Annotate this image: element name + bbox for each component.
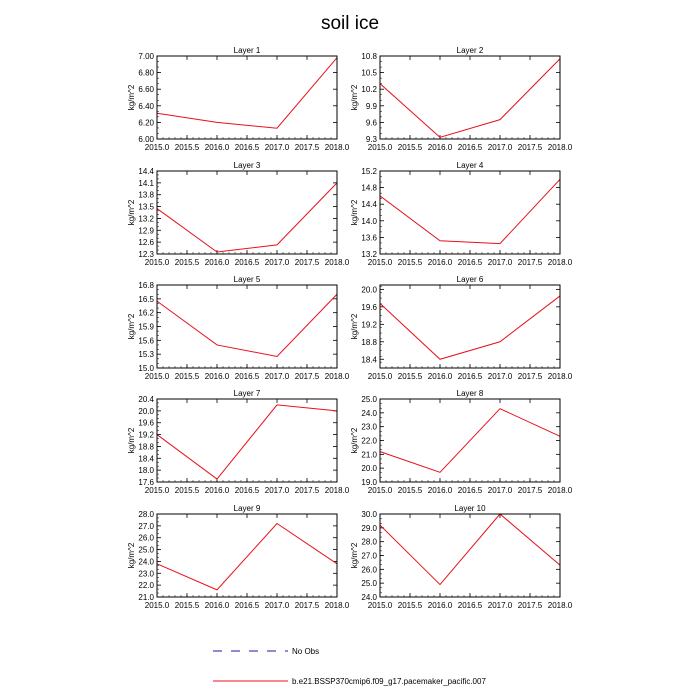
- y-tick-label: 18.8: [138, 442, 154, 452]
- y-tick-label: 24.0: [361, 593, 377, 602]
- x-tick-label: 2017.0: [487, 601, 513, 610]
- panel-layer-3: [127, 161, 350, 267]
- x-tick-label: 2016.5: [234, 258, 260, 267]
- x-tick-label: 2015.5: [397, 258, 423, 267]
- y-tick-label: 13.2: [361, 250, 377, 259]
- y-tick-label: 22.0: [361, 436, 377, 446]
- x-tick-label: 2016.0: [427, 143, 453, 152]
- y-tick-label: 18.0: [138, 466, 154, 476]
- panels: [127, 46, 573, 610]
- x-tick-label: 2016.5: [234, 601, 260, 610]
- x-tick-label: 2018.0: [324, 601, 350, 610]
- panel-title: Layer 8: [456, 389, 484, 398]
- y-tick-label: 10.8: [361, 52, 377, 61]
- x-tick-label: 2016.0: [427, 372, 453, 381]
- x-tick-label: 2016.5: [234, 486, 260, 495]
- series-line: [157, 523, 337, 589]
- x-tick-label: 2016.0: [204, 601, 230, 610]
- x-tick-label: 2016.5: [457, 372, 483, 381]
- y-tick-label: 15.9: [138, 322, 154, 332]
- panel-title: Layer 5: [233, 275, 261, 284]
- x-tick-label: 2016.5: [457, 601, 483, 610]
- plot-frame: [380, 56, 560, 139]
- panel-title: Layer 10: [454, 504, 486, 513]
- series-line: [157, 405, 337, 479]
- y-tick-label: 14.1: [138, 178, 154, 188]
- x-tick-label: 2015.5: [174, 486, 200, 495]
- x-tick-label: 2016.5: [457, 258, 483, 267]
- x-tick-label: 2017.5: [517, 372, 543, 381]
- x-tick-label: 2015.5: [174, 601, 200, 610]
- plot-frame: [157, 285, 337, 368]
- y-tick-label: 17.6: [138, 478, 154, 487]
- series-line: [380, 296, 560, 359]
- panel-title: Layer 6: [456, 275, 484, 284]
- x-tick-label: 2017.5: [294, 372, 320, 381]
- x-tick-label: 2016.5: [234, 143, 260, 152]
- x-tick-label: 2015.5: [397, 372, 423, 381]
- x-tick-label: 2015.0: [144, 143, 170, 152]
- x-tick-label: 2016.0: [204, 143, 230, 152]
- x-tick-label: 2016.0: [427, 601, 453, 610]
- y-tick-label: 25.0: [361, 395, 377, 404]
- y-tick-label: 23.0: [361, 422, 377, 432]
- panel-layer-9: [127, 504, 350, 610]
- y-tick-label: 25.0: [361, 579, 377, 589]
- x-tick-label: 2017.0: [487, 372, 513, 381]
- x-tick-label: 2015.5: [174, 372, 200, 381]
- x-tick-label: 2015.5: [397, 601, 423, 610]
- y-tick-label: 23.0: [138, 569, 154, 579]
- x-tick-label: 2016.0: [427, 258, 453, 267]
- y-tick-label: 24.0: [361, 408, 377, 418]
- y-tick-label: 6.00: [138, 135, 154, 144]
- x-tick-label: 2018.0: [547, 601, 573, 610]
- y-axis-label: kg/m^2: [350, 84, 359, 111]
- plot-frame: [157, 514, 337, 597]
- y-tick-label: 19.2: [138, 430, 154, 440]
- panel-title: Layer 3: [233, 161, 261, 170]
- x-tick-label: 2015.5: [397, 143, 423, 152]
- x-tick-label: 2015.0: [367, 258, 393, 267]
- y-tick-label: 19.6: [138, 418, 154, 428]
- panel-layer-5: [127, 275, 350, 381]
- y-tick-label: 13.2: [138, 214, 154, 224]
- x-tick-label: 2017.5: [517, 601, 543, 610]
- x-tick-label: 2015.0: [367, 372, 393, 381]
- y-tick-label: 15.2: [361, 167, 377, 176]
- y-tick-label: 28.0: [361, 537, 377, 547]
- plot-frame: [380, 285, 560, 368]
- y-tick-label: 14.4: [138, 167, 154, 176]
- x-tick-label: 2016.0: [204, 372, 230, 381]
- x-tick-label: 2016.0: [204, 258, 230, 267]
- y-tick-label: 22.0: [138, 581, 154, 591]
- y-tick-label: 10.5: [361, 68, 377, 78]
- x-tick-label: 2017.5: [294, 601, 320, 610]
- y-tick-label: 21.0: [138, 593, 154, 602]
- y-tick-label: 30.0: [361, 510, 377, 519]
- x-tick-label: 2015.0: [144, 258, 170, 267]
- x-tick-label: 2016.5: [234, 372, 260, 381]
- y-tick-label: 15.3: [138, 350, 154, 360]
- panel-title: Layer 9: [233, 504, 261, 513]
- panel-title: Layer 4: [456, 161, 484, 170]
- y-tick-label: 15.0: [138, 364, 154, 373]
- series-line: [157, 294, 337, 356]
- y-tick-label: 24.0: [138, 557, 154, 567]
- y-axis-label: kg/m^2: [127, 542, 136, 569]
- x-tick-label: 2015.0: [144, 601, 170, 610]
- legend-model-label: b.e21.BSSP370cmip6.f09_g17.pacemaker_pacific.007: [292, 677, 486, 686]
- y-tick-label: 6.60: [138, 85, 154, 95]
- x-tick-label: 2018.0: [547, 372, 573, 381]
- x-tick-label: 2017.0: [264, 372, 290, 381]
- y-axis-label: kg/m^2: [127, 84, 136, 111]
- plot-frame: [157, 56, 337, 139]
- y-tick-label: 16.5: [138, 294, 154, 304]
- y-axis-label: kg/m^2: [127, 199, 136, 226]
- y-tick-label: 9.9: [365, 101, 377, 111]
- panel-layer-6: [350, 275, 573, 381]
- y-tick-label: 9.6: [365, 118, 377, 128]
- y-tick-label: 25.0: [138, 545, 154, 555]
- y-tick-label: 26.0: [138, 533, 154, 543]
- y-tick-label: 27.0: [138, 521, 154, 531]
- series-line: [380, 514, 560, 585]
- y-tick-label: 6.80: [138, 68, 154, 78]
- x-tick-label: 2015.5: [174, 258, 200, 267]
- y-tick-label: 29.0: [361, 523, 377, 533]
- plot-frame: [157, 171, 337, 254]
- panel-title: Layer 2: [456, 46, 484, 55]
- y-tick-label: 13.6: [361, 233, 377, 243]
- y-tick-label: 19.6: [361, 302, 377, 312]
- panel-title: Layer 1: [233, 46, 261, 55]
- panel-layer-1: [127, 46, 350, 152]
- y-axis-label: kg/m^2: [350, 427, 359, 454]
- y-tick-label: 16.2: [138, 308, 154, 318]
- y-tick-label: 20.4: [138, 395, 154, 404]
- y-tick-label: 19.0: [361, 478, 377, 487]
- y-tick-label: 20.0: [361, 464, 377, 474]
- y-axis-label: kg/m^2: [350, 313, 359, 340]
- y-tick-label: 10.2: [361, 85, 377, 95]
- series-line: [380, 59, 560, 138]
- y-axis-label: kg/m^2: [350, 199, 359, 226]
- x-tick-label: 2018.0: [547, 486, 573, 495]
- y-tick-label: 14.0: [361, 216, 377, 226]
- x-tick-label: 2015.0: [144, 486, 170, 495]
- figure-title: soil ice: [320, 13, 380, 34]
- x-tick-label: 2018.0: [324, 258, 350, 267]
- x-tick-label: 2018.0: [324, 143, 350, 152]
- panel-layer-4: [350, 161, 573, 267]
- x-tick-label: 2015.0: [367, 601, 393, 610]
- x-tick-label: 2017.5: [517, 486, 543, 495]
- x-tick-label: 2016.0: [204, 486, 230, 495]
- y-tick-label: 9.3: [365, 135, 377, 144]
- x-tick-label: 2017.0: [264, 143, 290, 152]
- x-tick-label: 2017.0: [487, 143, 513, 152]
- y-tick-label: 20.0: [138, 406, 154, 416]
- y-tick-label: 7.00: [138, 52, 154, 61]
- x-tick-label: 2016.0: [427, 486, 453, 495]
- plot-frame: [380, 514, 560, 597]
- x-tick-label: 2018.0: [547, 258, 573, 267]
- x-tick-label: 2018.0: [324, 486, 350, 495]
- x-tick-label: 2017.0: [264, 258, 290, 267]
- x-tick-label: 2015.0: [144, 372, 170, 381]
- y-tick-label: 12.6: [138, 238, 154, 248]
- y-tick-label: 16.8: [138, 281, 154, 290]
- legend: [213, 647, 486, 686]
- y-tick-label: 20.0: [361, 285, 377, 295]
- plot-frame: [157, 399, 337, 482]
- x-tick-label: 2015.0: [367, 486, 393, 495]
- y-axis-label: kg/m^2: [127, 313, 136, 340]
- x-tick-label: 2018.0: [547, 143, 573, 152]
- x-tick-label: 2015.0: [367, 143, 393, 152]
- y-tick-label: 28.0: [138, 510, 154, 519]
- y-axis-label: kg/m^2: [350, 542, 359, 569]
- y-tick-label: 13.8: [138, 190, 154, 200]
- x-tick-label: 2017.0: [264, 601, 290, 610]
- x-tick-label: 2017.5: [517, 143, 543, 152]
- x-tick-label: 2017.0: [487, 486, 513, 495]
- x-tick-label: 2018.0: [324, 372, 350, 381]
- y-tick-label: 13.5: [138, 202, 154, 212]
- plot-frame: [380, 171, 560, 254]
- y-tick-label: 19.2: [361, 320, 377, 330]
- panel-layer-7: [127, 389, 350, 495]
- x-tick-label: 2017.5: [517, 258, 543, 267]
- legend-obs-label: No Obs: [292, 647, 320, 656]
- x-tick-label: 2017.5: [294, 143, 320, 152]
- x-tick-label: 2015.5: [174, 143, 200, 152]
- y-tick-label: 26.0: [361, 565, 377, 575]
- y-tick-label: 14.4: [361, 200, 377, 210]
- y-tick-label: 12.3: [138, 250, 154, 259]
- panel-layer-2: [350, 46, 573, 152]
- panel-layer-8: [350, 389, 573, 495]
- x-tick-label: 2017.0: [264, 486, 290, 495]
- y-tick-label: 18.8: [361, 337, 377, 347]
- y-tick-label: 12.9: [138, 226, 154, 236]
- y-tick-label: 27.0: [361, 551, 377, 561]
- y-tick-label: 14.8: [361, 183, 377, 193]
- y-tick-label: 6.40: [138, 101, 154, 111]
- x-tick-label: 2016.5: [457, 486, 483, 495]
- series-line: [380, 409, 560, 473]
- series-line: [380, 179, 560, 243]
- series-line: [157, 58, 337, 129]
- y-tick-label: 18.4: [361, 355, 377, 365]
- y-tick-label: 6.20: [138, 118, 154, 128]
- y-tick-label: 18.4: [138, 454, 154, 464]
- panel-title: Layer 7: [233, 389, 261, 398]
- y-axis-label: kg/m^2: [127, 427, 136, 454]
- y-tick-label: 15.6: [138, 336, 154, 346]
- x-tick-label: 2017.0: [487, 258, 513, 267]
- x-tick-label: 2015.5: [397, 486, 423, 495]
- y-tick-label: 21.0: [361, 450, 377, 460]
- x-tick-label: 2017.5: [294, 486, 320, 495]
- x-tick-label: 2017.5: [294, 258, 320, 267]
- panel-layer-10: [350, 504, 573, 610]
- series-line: [157, 183, 337, 252]
- x-tick-label: 2016.5: [457, 143, 483, 152]
